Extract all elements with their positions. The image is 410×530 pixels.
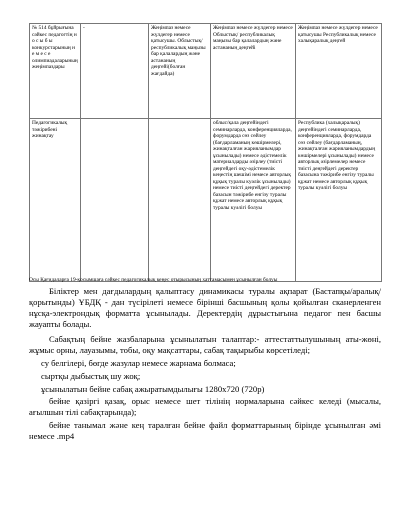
table-cell: Жеңімпаз немесе жүлдегер немесе қатысушы. Облыстық/ республикалық маңызы бар қалалардың және астананың деңгейі(болған жағдайда) [149,24,211,119]
table-cell: облыс/қала деңгейіндегі семинарларда, конференцияларда, форумдарда сөз сөйлеу (бағдарламаның көшірмелері, жинақталған жарияланымдар ұсынылады) немесе әдістемелік материалдарды әзірлеу (тиісті деңгейдегі оқу-әдістемелік кеңестің шешімі немесе авторлық құқық туралы куәлік ұсынылады) немесе тиісті деңгейдегі деректер базасын тәжірибе енгізу туралы құжат немесе авторлық құқық туралы куәлігі болуы [211,119,296,282]
table-cell: Жеңімпаз немесе жүлдегер немесе қатысушы Республикалық немесе халықаралық деңгей [296,24,382,119]
table-row [30,24,382,119]
table-row [30,119,382,282]
criteria-table [29,23,382,282]
table-cell: Педагогикалық тәжірибені жинақтау [30,119,81,282]
table-cell: Жеңімпаз немесе жүлдегер немесе Облыстық/ республикалық маңызы бар қалалардың және астананың деңгейі [211,24,296,119]
table-cell [81,119,149,282]
paragraph: сыртқы дыбыстық шу жоқ; [41,371,141,381]
paragraph: Біліктер мен дағдылардың қалыптасу динамикасы туралы ақпарат (Бастапқы/аралық/қорытынды) ҰБДҚ - дан түсірілеті немесе біріншi басшының қолы қойылған сканерленген нұсқа-электрондық форматта ұсынылады. Деректердің дұрыстығына педагог пен басшы жауапты болады. [29,286,381,329]
paragraph: бейне қазіргі қазақ, орыс немесе шет тілінің нормаларына сәйкес келеді (мысалы, ағылшын тілі сабақтарында); [29,396,381,417]
table-cell [149,119,211,282]
table-cell: Республика (халықаралық) деңгейіндегі семинарларда, конференцияларда, форумдарда сөз сөйлеу (бағдарламаның, жинақталған жарияланымдардың көшірмелері ұсынылады) немесе авторлық әзірлемелер немесе тиісті деңгейдегі деректер базасына тәжірибе енгізу туралы құжат немесе авторлық құқық туралы куәлігі болуы [296,119,382,282]
paragraph: бейне танымал және кең таралған бейне файл форматтарының бірінде ұсынылған әмі немесе .mp4 [29,420,381,441]
paragraph: су белгілері, бөгде жазулар немесе жарнама болмаса; [41,358,236,368]
table-cell: № 514 бұйрығына сәйкес педагогтің н о с ы б ы конкурстарының н е м е с е олимпиадаларының жеңімпаздары [30,24,81,119]
table-cell: - [81,24,149,119]
table-footnote: Осы Қағидаларға 19-қосымшаға сәйкес педагогикалық кеңес отырысының хаттамасымен ұсынылған болуы [29,277,278,283]
paragraph: Сабақтың бейне жазбаларына ұсынылатын талаптар:- аттестаттылушының аты-жөні, жұмыс орны, лауазымы, тобы, оқу мақсаттары, сабақ тақырыбы көрсетіледі; [29,334,381,355]
paragraph: ұсынылатын бейне сабақ ажыратымдылығы 1280х720 (720р) [41,384,265,394]
